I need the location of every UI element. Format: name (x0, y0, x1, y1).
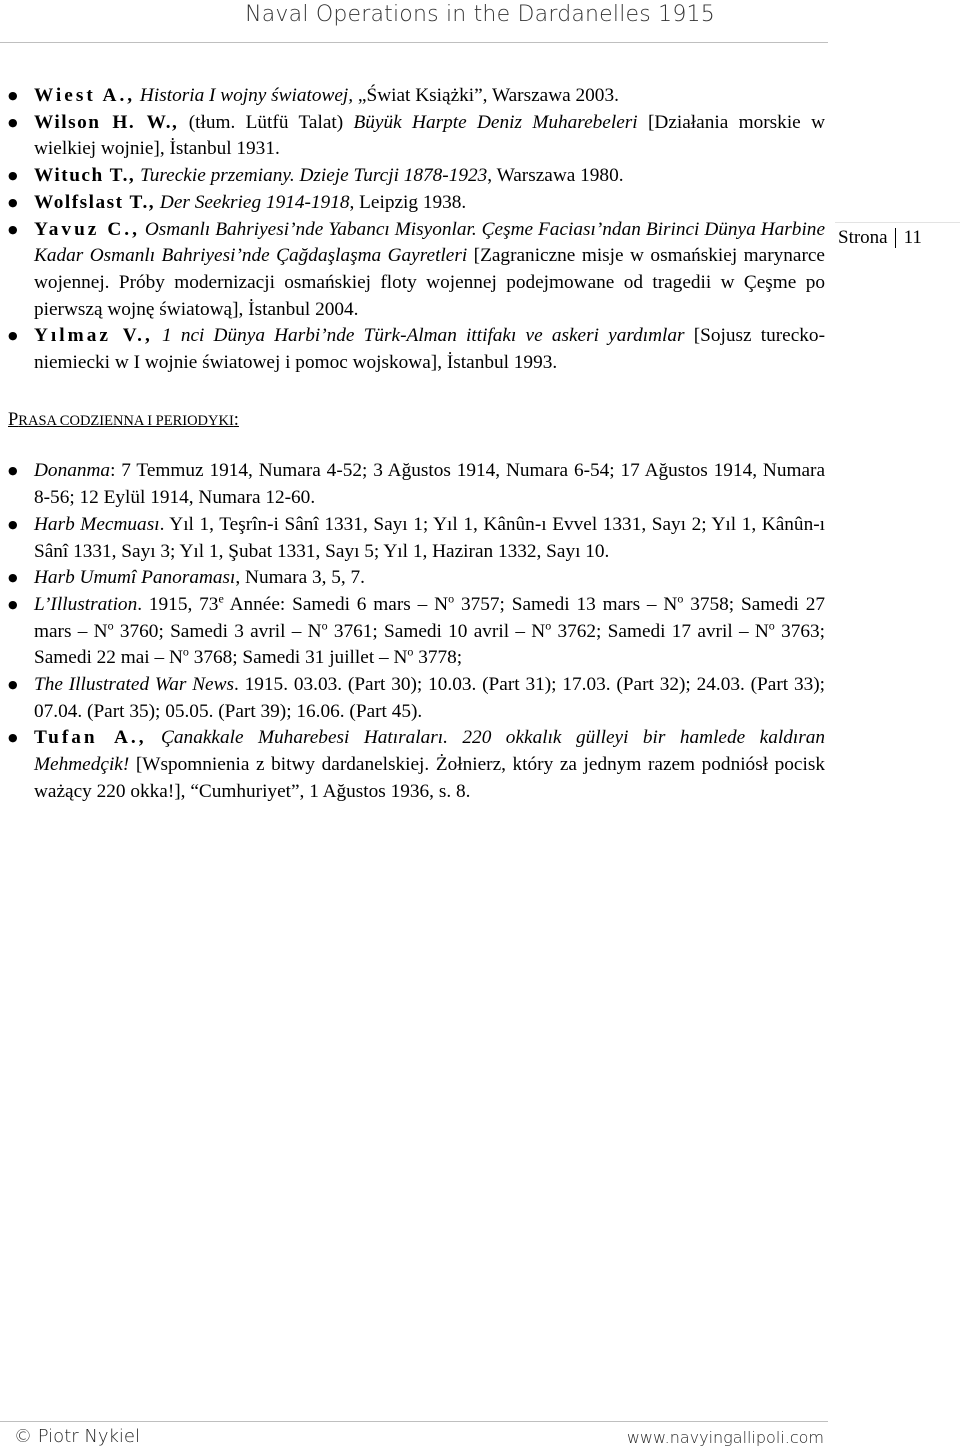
list-item (8, 163, 825, 190)
list-item (8, 565, 825, 592)
superscript: o (407, 644, 414, 659)
ref-title: Tureckie przemiany. Dzieje Turcji 1878-1923 (135, 165, 488, 187)
ref-title: L’Illustration (34, 593, 138, 615)
ref-title: Osmanlı Bahriyesi’nde Yabancı Misyonlar. Çeşme Faciası’ndan Birinci Dünya Harbine Kadar Osmanlı Bahriyesi’nde Çağdaşlaşma Gayretleri (34, 218, 825, 267)
bibliography-list (8, 83, 825, 377)
ref-details: . 1915, 73 (137, 593, 219, 615)
header-rule (0, 42, 828, 43)
ref-author: Wilson H. W., (34, 111, 179, 133)
list-item (8, 725, 825, 805)
ref-author: Wiest A., (34, 85, 136, 106)
page-content (8, 83, 825, 806)
heading-initial: P (8, 409, 19, 430)
ref-details: : 7 Temmuz 1914, Numara 4-52; 3 Ağustos 1914, Numara 6-54; 17 Ağustos 1914, Numara 8-56; 12 Eylül 1914, Numara 12-60. (34, 460, 825, 509)
ref-translator: (tłum. Lütfü Talat) (178, 111, 354, 133)
list-item (8, 458, 825, 511)
ref-details: „Świat Książki”, Warszawa 2003. (353, 85, 619, 106)
footer-rule (0, 1421, 828, 1422)
list-item (8, 672, 825, 725)
list-item (8, 512, 825, 565)
page-number (838, 227, 922, 249)
ref-title: Der Seekrieg 1914-1918 (155, 191, 350, 213)
ref-title: The Illustrated War News (34, 674, 234, 696)
footer-website-link[interactable]: www.navyingallipoli.com (626, 1428, 824, 1447)
superscript: o (768, 618, 775, 633)
ref-details: 3762; Samedi 17 avril – N (551, 620, 769, 642)
ref-details: 3763; Samedi 22 mai – N (34, 620, 825, 669)
ref-details: , Leipzig 1938. (349, 191, 467, 213)
ref-title: Harb Umumî Panoraması (34, 567, 236, 589)
page-number-label: Strona (838, 227, 888, 248)
list-item (8, 592, 825, 672)
ref-details: [Wspomnienia z bitwy dardanelskiej. Żołnierz, który za jednym razem podniósł pocisk ważący 220 okka!], “Cumhuriyet”, 1 Ağustos 1936, s. 8. (34, 754, 825, 802)
ref-details: 3768; Samedi 31 juillet – N (188, 647, 408, 669)
ref-title: 1 nci Dünya Harbi’nde Türk-Alman ittifakı ve askeri yardımlar (152, 325, 685, 347)
heading-text: RASA CODZIENNA I PERIODYKI (18, 412, 234, 429)
ref-details: 3757; Samedi 13 mars – N (454, 593, 678, 615)
page-number-value: 11 (903, 227, 922, 248)
ref-details: [Działania morskie w wielkiej wojnie], İstanbul 1931. (34, 111, 826, 160)
superscript: o (182, 644, 189, 659)
heading-colon: : (233, 409, 239, 430)
footer-copyright: © Piotr Nykiel (14, 1426, 140, 1447)
ref-title: Historia I wojny światowej, (139, 85, 354, 106)
ref-details: 3778; (413, 647, 463, 669)
superscript: o (321, 618, 328, 633)
list-item (8, 323, 825, 376)
page-number-separator (895, 228, 896, 248)
ref-details: [Sojusz turecko-niemiecki w I wojnie światowej i pomoc wojskowa], İstanbul 1993. (34, 325, 825, 374)
list-item (8, 190, 825, 217)
ref-details: 3761; Samedi 10 avril – N (327, 620, 546, 642)
ref-author: Wituch T., (34, 165, 136, 187)
ref-details: Année: Samedi 6 mars – N (223, 593, 449, 615)
superscript: o (448, 591, 455, 606)
ref-title: Harb Mecmuası (34, 513, 160, 535)
superscript: o (545, 618, 552, 633)
ref-title: Çanakkale Muharebesi Hatıraları. 220 okkalık gülleyi bir hamlede kaldıran Mehmedçik! (34, 727, 825, 776)
ref-author: Tufan A., (34, 727, 147, 749)
superscript: e (218, 591, 224, 606)
ref-details: [Zagraniczne misje w osmańskiej marynarce wojennej. Próby modernizacji osmańskiej floty wojennej podejmowane od tragedii w Çeşme po pierwszą wojnę światową], İstanbul 2004. (34, 245, 825, 320)
ref-title: Büyük Harpte Deniz Muharebeleri (353, 111, 638, 133)
ref-title: Donanma (34, 460, 111, 482)
list-item (8, 217, 825, 324)
ref-details: , Numara 3, 5, 7. (235, 567, 365, 589)
section-heading (8, 407, 825, 435)
list-item (8, 110, 825, 163)
ref-author: Yılmaz V., (34, 325, 153, 347)
ref-author: Yavuz C., (34, 218, 140, 240)
ref-details: . 1915. 03.03. (Part 30); 10.03. (Part 31); 17.03. (Part 32); 24.03. (Part 33); 07.04. (Part 35); 05.05. (Part 39); 16.06. (Part 45). (34, 674, 825, 722)
superscript: o (677, 591, 684, 606)
ref-details: 3760; Samedi 3 avril – N (113, 620, 322, 642)
list-item (8, 83, 825, 110)
page-number-rule (835, 222, 960, 223)
superscript: o (107, 618, 114, 633)
ref-author: Wolfslast T., (34, 191, 156, 213)
ref-details: . Yıl 1, Teşrîn-i Sânî 1331, Sayı 1; Yıl 1, Kânûn-ı Evvel 1331, Sayı 2; Yıl 1, Kânûn-ı Sânî 1331, Sayı 3; Yıl 1, Şubat 1331, Sayı 5; Yıl 1, Haziran 1332, Sayı 10. (34, 513, 825, 562)
ref-details: 3758; Samedi 27 mars – N (34, 593, 826, 642)
periodicals-list (8, 458, 825, 805)
header-title: Naval Operations in the Dardanelles 1915 (245, 2, 715, 27)
ref-details: , Warszawa 1980. (487, 165, 624, 187)
